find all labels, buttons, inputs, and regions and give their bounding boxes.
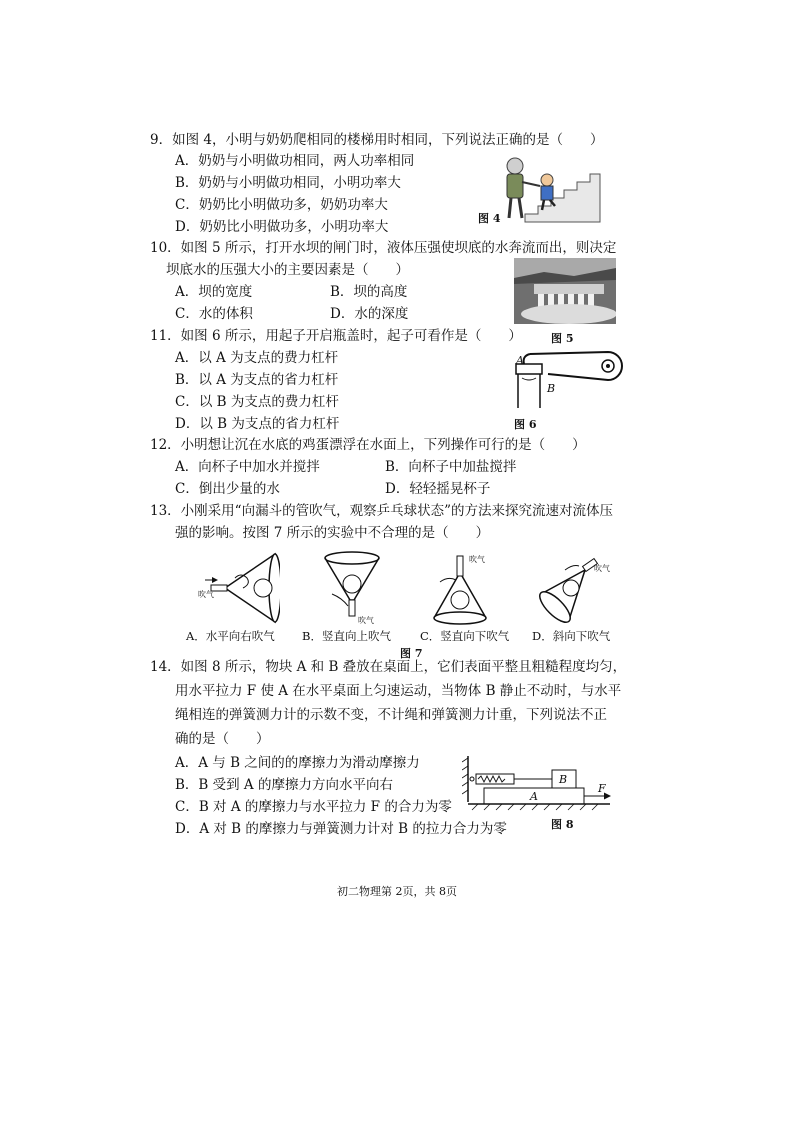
q9-option-c: C．奶奶比小明做功多，奶奶功率大 xyxy=(175,197,388,213)
q14-fig-label-b: B xyxy=(559,773,568,786)
q12-option-c: C．倒出少量的水 xyxy=(175,481,280,497)
q11-option-a: A．以 A 为支点的费力杠杆 xyxy=(175,350,339,366)
q9-option-b: B．奶奶与小明做功相同，小明功率大 xyxy=(175,175,401,191)
q14-option-a: A．A 与 B 之间的的摩擦力为滑动摩擦力 xyxy=(175,755,420,771)
figure-7a-horizontal-funnel xyxy=(205,550,280,628)
q13-stem-line1: 13．小刚采用“向漏斗的管吹气，观察乒乓球状态”的方法来探究流速对流体压 xyxy=(150,503,613,519)
q14-stem-line2: 用水平拉力 F 使 A 在水平桌面上匀速运动，当物体 B 静止不动时，与水平 xyxy=(175,683,622,699)
q13-blow-label-a: 吹气 xyxy=(198,590,214,599)
q13-blow-label-c: 吹气 xyxy=(469,555,485,564)
q9-stem: 9．如图 4，小明与奶奶爬相同的楼梯用时相同，下列说法正确的是（ ） xyxy=(150,132,604,148)
page-footer: 初二物理第 2页，共 8页 xyxy=(337,885,457,898)
q14-fig-label-a: A xyxy=(530,790,538,803)
figure-8-blocks-spring-scale xyxy=(462,752,614,812)
q10-figure-label: 图 5 xyxy=(551,332,574,345)
q13-blow-label-b: 吹气 xyxy=(358,616,374,625)
q10-option-c: C．水的体积 xyxy=(175,306,253,322)
q9-figure-label: 图 4 xyxy=(478,212,501,225)
q13-caption-b: B．竖直向上吹气 xyxy=(302,629,391,643)
q14-stem-line4: 确的是（ ） xyxy=(175,731,270,747)
q10-option-b: B．坝的高度 xyxy=(330,284,408,300)
q11-stem: 11．如图 6 所示，用起子开启瓶盖时，起子可看作是（ ） xyxy=(150,328,522,344)
q14-fig-label-f: F xyxy=(598,782,606,795)
q11-option-b: B．以 A 为支点的省力杠杆 xyxy=(175,372,339,388)
q14-option-c: C．B 对 A 的摩擦力与水平拉力 F 的合力为零 xyxy=(175,799,452,815)
q10-stem-line2: 坝底水的压强大小的主要因素是（ ） xyxy=(166,262,409,278)
q11-option-d: D．以 B 为支点的省力杠杆 xyxy=(175,416,340,432)
figure-6-bottle-opener xyxy=(508,348,623,414)
q12-option-d: D．轻轻摇晃杯子 xyxy=(385,481,491,497)
q11-fig-label-b: B xyxy=(547,382,556,395)
q12-option-a: A．向杯子中加水并搅拌 xyxy=(175,459,320,475)
q14-stem-line1: 14．如图 8 所示，物块 A 和 B 叠放在桌面上，它们表面平整且粗糙程度均匀， xyxy=(150,659,627,675)
q14-option-b: B．B 受到 A 的摩擦力方向水平向右 xyxy=(175,777,393,793)
q14-stem-line3: 绳相连的弹簧测力计的示数不变，不计绳和弹簧测力计重，下列说法不正 xyxy=(175,707,607,723)
q11-figure-label: 图 6 xyxy=(514,418,537,431)
q11-option-c: C．以 B 为支点的费力杠杆 xyxy=(175,394,339,410)
q9-option-a: A．奶奶与小明做功相同，两人功率相同 xyxy=(175,153,415,169)
q10-option-d: D．水的深度 xyxy=(330,306,409,322)
q13-figure-label: 图 7 xyxy=(400,647,423,660)
q14-option-d: D．A 对 B 的摩擦力与弹簧测力计对 B 的拉力合力为零 xyxy=(175,821,507,837)
q13-caption-c: C．竖直向下吹气 xyxy=(420,629,510,643)
q10-stem-line1: 10．如图 5 所示，打开水坝的闸门时，液体压强使坝底的水奔流而出，则决定 xyxy=(150,240,617,256)
q10-option-a: A．坝的宽度 xyxy=(175,284,253,300)
q13-caption-a: A．水平向右吹气 xyxy=(186,629,275,643)
q13-stem-line2: 强的影响。按图 7 所示的实验中不合理的是（ ） xyxy=(175,525,490,541)
figure-5-dam-photo xyxy=(514,258,616,324)
q13-caption-d: D．斜向下吹气 xyxy=(532,629,611,643)
q9-option-d: D．奶奶比小明做功多，小明功率大 xyxy=(175,219,389,235)
q14-figure-label: 图 8 xyxy=(551,818,574,831)
q11-fig-label-a: A xyxy=(516,354,524,367)
q13-blow-label-d: 吹气 xyxy=(594,564,610,573)
q12-option-b: B．向杯子中加盐搅拌 xyxy=(385,459,517,475)
q12-stem: 12．小明想让沉在水底的鸡蛋漂浮在水面上，下列操作可行的是（ ） xyxy=(150,437,586,453)
figure-4-stairs xyxy=(500,152,605,224)
